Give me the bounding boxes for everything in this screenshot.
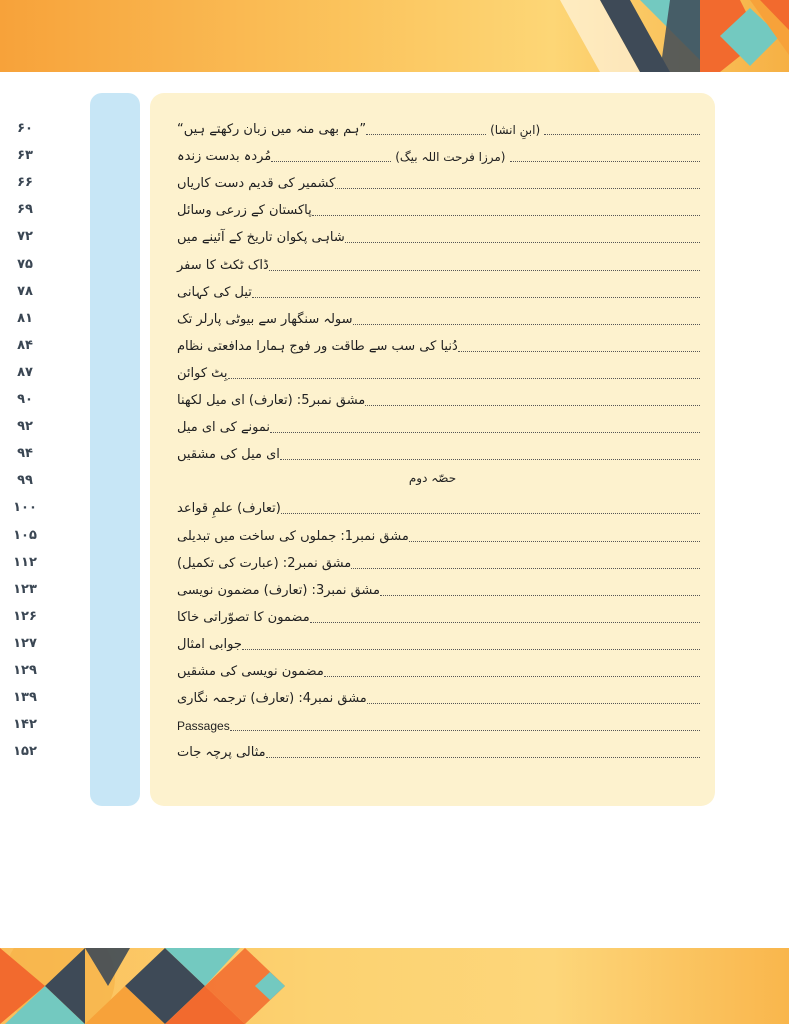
toc-entry-title: (تعارف) علمِ قواعد bbox=[177, 501, 281, 516]
leader-dots bbox=[351, 568, 700, 569]
toc-entry[interactable] bbox=[173, 307, 700, 329]
toc-entry[interactable] bbox=[173, 740, 700, 762]
leader-dots bbox=[335, 188, 700, 189]
toc-entry-title: مضمون نویسی کی مشقیں bbox=[177, 664, 324, 679]
page-number: ۱۱۲ bbox=[13, 555, 37, 570]
toc-entry-title: ڈاک ٹکٹ کا سفر bbox=[177, 258, 269, 273]
toc-entry[interactable] bbox=[173, 225, 700, 247]
leader-dots bbox=[228, 378, 700, 379]
leader-dots bbox=[242, 649, 700, 650]
toc-entry-title: مضمون کا تصوّراتی خاکا bbox=[177, 610, 310, 625]
toc-entry[interactable] bbox=[173, 632, 700, 654]
page-number: ۱۲۶ bbox=[13, 609, 37, 624]
page-number: ۹۹ bbox=[17, 473, 33, 488]
leader-dots bbox=[353, 324, 700, 325]
page-number: ۶۶ bbox=[17, 175, 33, 190]
toc-entry-title: دُنیا کی سب سے طاقت ور فوج ہمارا مدافعتی نظام bbox=[177, 339, 458, 354]
leader-dots bbox=[345, 242, 700, 243]
decorative-triangles-bottom bbox=[0, 948, 789, 1024]
toc-entry[interactable] bbox=[173, 524, 700, 546]
decorative-triangles-top bbox=[0, 0, 789, 72]
leader-dots bbox=[266, 757, 700, 758]
page-number: ۱۳۹ bbox=[13, 690, 37, 705]
toc-entry[interactable] bbox=[173, 388, 700, 410]
top-banner bbox=[0, 0, 789, 72]
toc-entry[interactable] bbox=[173, 496, 700, 518]
toc-entry[interactable] bbox=[173, 605, 700, 627]
page-number: ۶۰ bbox=[17, 121, 33, 136]
leader-dots bbox=[230, 730, 700, 731]
toc-entry[interactable] bbox=[173, 415, 700, 437]
leader-dots bbox=[252, 297, 700, 298]
leader-dots bbox=[366, 134, 486, 135]
toc-entry[interactable] bbox=[173, 442, 700, 464]
leader-dots bbox=[312, 215, 700, 216]
toc-entry[interactable] bbox=[173, 361, 700, 383]
toc-entry-title: مُردہ بدست زندہ bbox=[177, 149, 272, 164]
toc-entry[interactable] bbox=[173, 253, 700, 275]
page-number: ۱۰۵ bbox=[13, 528, 37, 543]
leader-dots bbox=[365, 405, 700, 406]
page-number: ۱۲۷ bbox=[13, 636, 37, 651]
leader-dots bbox=[380, 595, 700, 596]
section-heading: حصّہ دوم bbox=[408, 471, 457, 485]
toc-entry-title: مشق نمبر5: (تعارف) ای میل لکھنا bbox=[177, 393, 366, 408]
leader-dots bbox=[270, 432, 700, 433]
toc-entry-title: Passages bbox=[177, 719, 230, 733]
toc-entry-author: (ابنِ انشا) bbox=[490, 123, 541, 137]
toc-entry[interactable] bbox=[173, 578, 700, 600]
toc-entry[interactable] bbox=[173, 280, 700, 302]
toc-entry[interactable] bbox=[173, 117, 700, 139]
leader-dots bbox=[269, 270, 700, 271]
bottom-banner bbox=[0, 948, 789, 1024]
toc-entry-title: مشق نمبر3: (تعارف) مضمون نویسی bbox=[177, 583, 380, 598]
toc-entry-title: ”ہم بھی منہ میں زبان رکھتے ہیں“ bbox=[177, 122, 367, 137]
leader-dots bbox=[458, 351, 700, 352]
page-number: ۱۵۲ bbox=[13, 744, 37, 759]
toc-entry[interactable] bbox=[173, 659, 700, 681]
toc-entry[interactable] bbox=[173, 686, 700, 708]
page-number: ۹۰ bbox=[17, 392, 33, 407]
toc-entry-title: جوابی امثال bbox=[177, 637, 242, 652]
leader-dots bbox=[271, 161, 391, 162]
toc-entry-title: شاہی پکوان تاریخ کے آئینے میں bbox=[177, 230, 345, 245]
toc-entry-title: مشق نمبر4: (تعارف) ترجمہ نگاری bbox=[177, 691, 367, 706]
page-number: ۸۱ bbox=[17, 311, 33, 326]
leader-dots bbox=[281, 513, 700, 514]
toc-entry[interactable] bbox=[173, 713, 700, 735]
toc-entry-title: تیل کی کہانی bbox=[177, 285, 252, 300]
page-number: ۷۵ bbox=[17, 257, 33, 272]
page-number: ۷۸ bbox=[17, 284, 33, 299]
page-number: ۶۹ bbox=[17, 202, 33, 217]
toc-entry[interactable] bbox=[173, 171, 700, 193]
toc-entry[interactable] bbox=[173, 144, 700, 166]
page-number: ۷۲ bbox=[17, 229, 33, 244]
page-number: ۱۴۲ bbox=[13, 717, 37, 732]
toc-entry[interactable] bbox=[173, 198, 700, 220]
page-number-column bbox=[90, 93, 140, 806]
toc-entry[interactable] bbox=[173, 334, 700, 356]
page-number: ۱۲۳ bbox=[13, 582, 37, 597]
toc-entry-title: کشمیر کی قدیم دست کاریاں bbox=[177, 176, 336, 191]
page-number: ۹۴ bbox=[17, 446, 33, 461]
toc-entry-title: سولہ سنگھار سے بیوٹی پارلر تک bbox=[177, 312, 353, 327]
toc-entry-author: (مرزا فرحت اللہ بیگ) bbox=[395, 150, 506, 164]
toc-entry-title: مشق نمبر1: جملوں کی ساخت میں تبدیلی bbox=[177, 529, 409, 544]
toc-entry-title: مشق نمبر2: (عبارت کی تکمیل) bbox=[177, 556, 352, 571]
page-number: ۶۳ bbox=[17, 148, 33, 163]
leader-dots bbox=[510, 161, 701, 162]
toc-entry-title: ای میل کی مشقیں bbox=[177, 447, 280, 462]
leader-dots bbox=[409, 541, 700, 542]
toc-entry[interactable] bbox=[173, 551, 700, 573]
toc-entry-title: بِٹ کوائن bbox=[177, 366, 228, 381]
page-number: ۱۰۰ bbox=[13, 500, 37, 515]
page-number: ۸۴ bbox=[17, 338, 33, 353]
leader-dots bbox=[280, 459, 700, 460]
leader-dots bbox=[324, 676, 700, 677]
toc-entry-title: پاکستان کے زرعی وسائل bbox=[177, 203, 312, 218]
page-number: ۱۲۹ bbox=[13, 663, 37, 678]
leader-dots bbox=[367, 703, 700, 704]
page-number: ۹۲ bbox=[17, 419, 33, 434]
page-number: ۸۷ bbox=[17, 365, 33, 380]
leader-dots bbox=[310, 622, 700, 623]
toc-entry-title: نمونے کی ای میل bbox=[177, 420, 271, 435]
toc-entry-title: مثالی پرچہ جات bbox=[177, 745, 266, 760]
leader-dots bbox=[544, 134, 700, 135]
